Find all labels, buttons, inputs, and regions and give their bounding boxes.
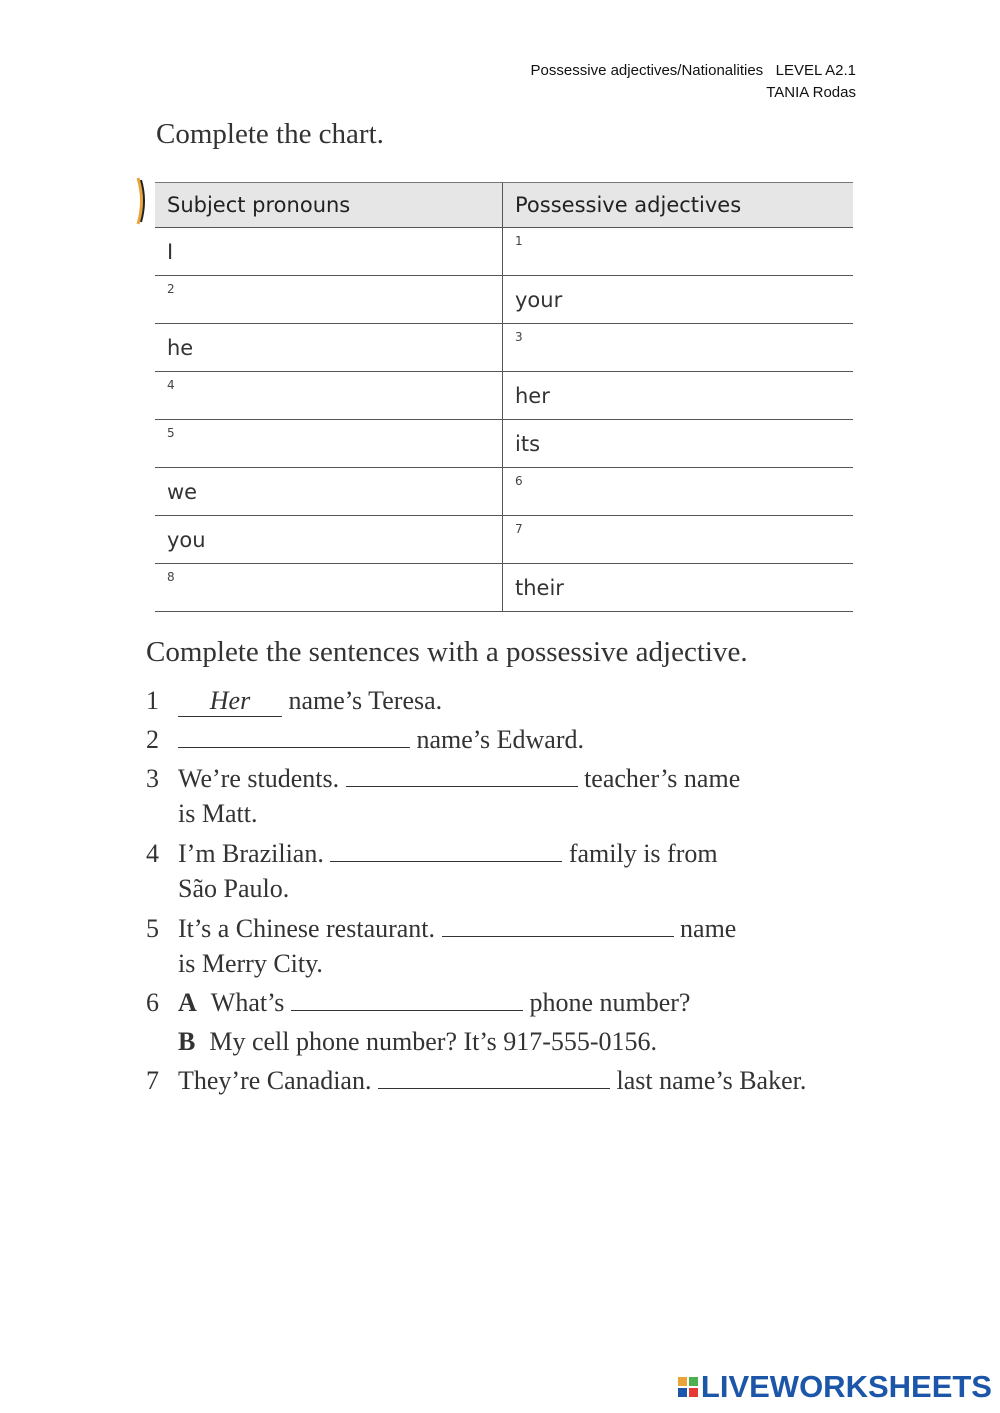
blank-number: 4 <box>167 378 175 392</box>
sentence-text: phone number? <box>529 988 691 1017</box>
subject-pronouns-header: Subject pronouns <box>167 193 351 217</box>
speaker-a-label: A <box>178 988 197 1017</box>
adjective-cell: her <box>515 384 550 408</box>
sentence-text: name’s Teresa. <box>288 686 443 715</box>
answer-blank-7[interactable] <box>378 1068 610 1089</box>
adjective-cell: its <box>515 432 541 456</box>
chart-row <box>155 468 853 516</box>
sentence-number: 2 <box>146 725 159 754</box>
sentences-instruction: Complete the sentences with a possessive adjective. <box>146 636 748 668</box>
chart-row <box>155 420 853 468</box>
sentence-text: I’m Brazilian. <box>178 839 324 868</box>
answer-blank-2[interactable] <box>178 727 410 748</box>
sentence-continuation: is Merry City. <box>178 949 323 978</box>
logo-icon <box>678 1377 698 1397</box>
chart-row <box>155 324 853 372</box>
answer-blank-5[interactable] <box>442 916 674 937</box>
sentence-text: We’re students. <box>178 764 340 793</box>
possessive-adjectives-header: Possessive adjectives <box>515 193 742 217</box>
sentence-text: family is from <box>568 839 718 868</box>
sentence-text: name <box>680 914 737 943</box>
sentence-number: 5 <box>146 914 159 943</box>
chart-row <box>155 516 853 564</box>
sentence-text: It’s a Chinese restaurant. <box>178 914 436 943</box>
blank-number: 3 <box>515 330 523 344</box>
chart-instruction: Complete the chart. <box>156 118 384 150</box>
sentence-text: last name’s Baker. <box>616 1066 807 1095</box>
chart-row <box>155 372 853 420</box>
answer-blank-6[interactable] <box>291 990 523 1011</box>
liveworksheets-logo <box>678 1369 992 1405</box>
blank-number: 6 <box>515 474 523 488</box>
answer-cell-7[interactable] <box>503 516 853 563</box>
pronoun-cell: we <box>167 480 198 504</box>
sentence-text: name’s Edward. <box>416 725 585 754</box>
speaker-b-label: B <box>178 1027 196 1056</box>
sentence-text: My cell phone number? It’s 917-555-0156. <box>209 1027 658 1056</box>
blank-number: 5 <box>167 426 175 440</box>
answer-cell-8[interactable] <box>155 564 503 611</box>
pronoun-cell: you <box>167 528 206 552</box>
answer-blank-4[interactable] <box>330 841 562 862</box>
example-answer: Her <box>178 686 282 717</box>
chart-row <box>155 564 853 612</box>
brand-name: LIVEWORKSHEETS <box>700 1369 992 1404</box>
worksheet-header <box>531 60 856 104</box>
answer-cell-1[interactable] <box>503 228 853 275</box>
answer-cell-6[interactable] <box>503 468 853 515</box>
header-author: TANIA Rodas <box>766 84 856 101</box>
chart-row <box>155 276 853 324</box>
chart-row <box>155 228 853 276</box>
adjective-cell: their <box>515 576 564 600</box>
pronoun-cell: he <box>167 336 194 360</box>
sentence-continuation: is Matt. <box>178 799 258 828</box>
blank-number: 1 <box>515 234 523 248</box>
chart-header-row <box>155 182 853 228</box>
blank-number: 2 <box>167 282 175 296</box>
blank-number: 7 <box>515 522 523 536</box>
answer-cell-5[interactable] <box>155 420 503 467</box>
pronoun-chart <box>155 182 853 612</box>
sentence-text: What’s <box>210 988 285 1017</box>
bracket-decoration <box>136 176 146 226</box>
blank-number: 8 <box>167 570 175 584</box>
answer-cell-3[interactable] <box>503 324 853 371</box>
sentence-number: 4 <box>146 839 159 868</box>
answer-cell-4[interactable] <box>155 372 503 419</box>
answer-blank-3[interactable] <box>346 766 578 787</box>
header-level-line: Possessive adjectives/Nationalities LEVEL A2.1 <box>530 62 856 79</box>
adjective-cell: your <box>515 288 563 312</box>
pronoun-cell: I <box>167 240 174 264</box>
sentence-number: 1 <box>146 686 159 715</box>
answer-cell-2[interactable] <box>155 276 503 323</box>
sentence-text: teacher’s name <box>584 764 741 793</box>
sentence-number: 7 <box>146 1066 159 1095</box>
sentence-number: 3 <box>146 764 159 793</box>
sentence-continuation: São Paulo. <box>178 874 290 903</box>
sentence-text: They’re Canadian. <box>178 1066 372 1095</box>
sentence-number: 6 <box>146 988 159 1017</box>
